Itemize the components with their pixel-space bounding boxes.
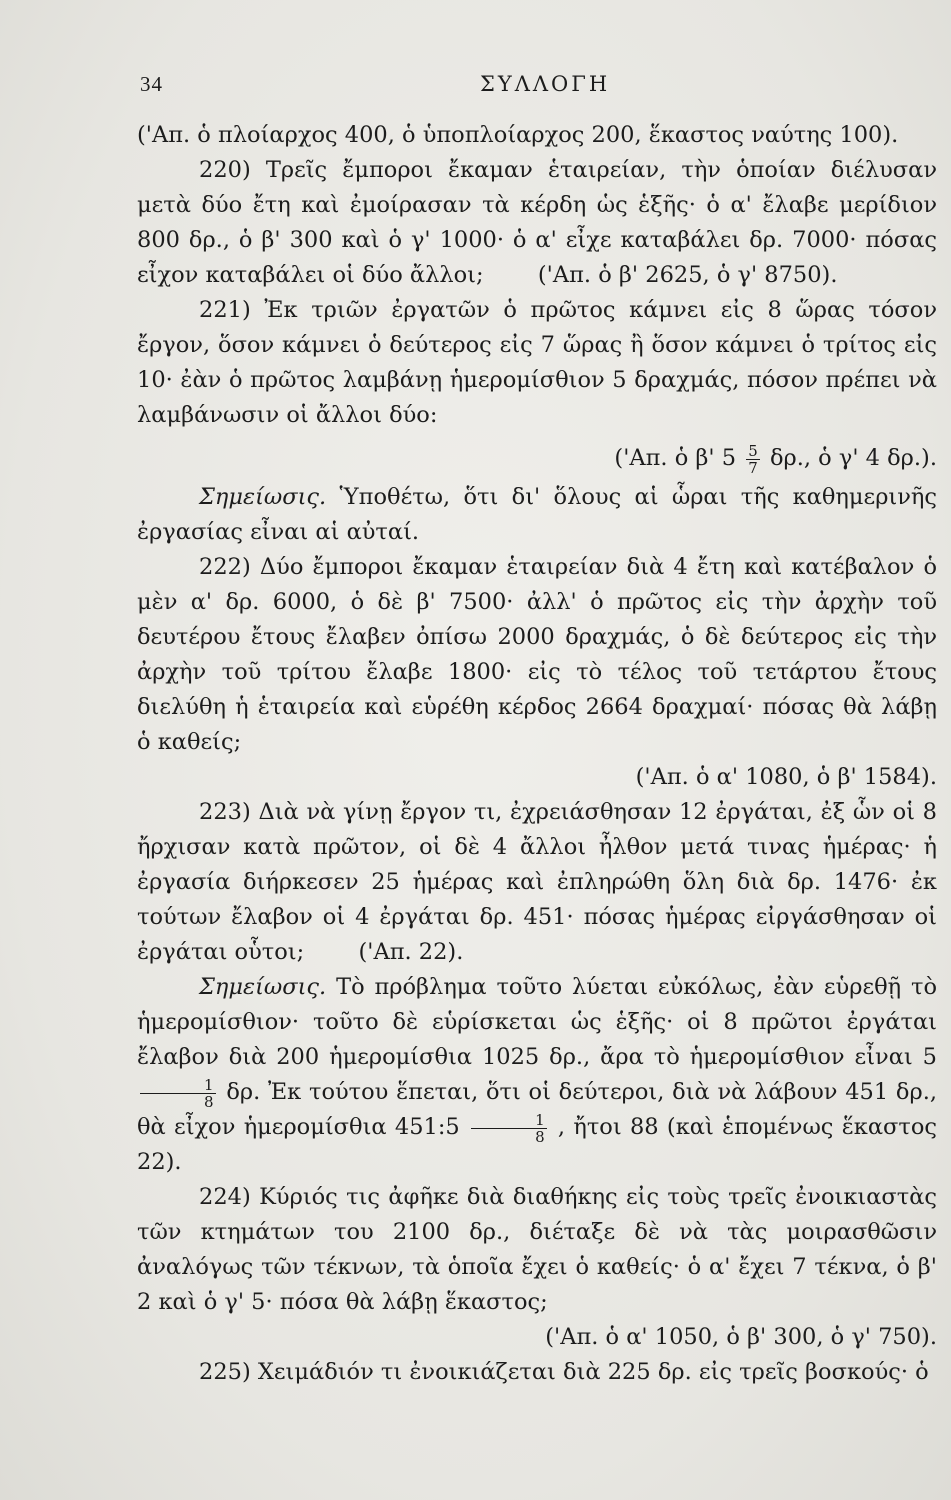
problem-224: 224) Κύριός τις ἀφῆκε διὰ διαθήκης εἰς τοὺς τρεῖς ἐνοικιαστὰς τῶν κτημάτων του 2100 δρ., διέταξε δὲ νὰ τὰς μοιρασθῶσιν ἀναλόγως τῶν τέκνων, τὰ ὁποῖα ἔχει ὁ καθείς· ὁ α' ἔχει 7 τέκνα, ὁ β' 2 καὶ ὁ γ' 5· πόσα θὰ λάβῃ ἕκαστος; [137, 1184, 937, 1315]
problem-220 [137, 153, 937, 293]
problem-225: 225) Χειμάδιόν τι ἐνοικιάζεται διὰ 225 δρ. εἰς τρεῖς βοσκούς· ὁ [199, 1359, 929, 1385]
fraction: $\frac{5}{7}$ [748, 441, 758, 477]
note-1 [137, 480, 937, 550]
problem-224-answer: ('Απ. ὁ α' 1050, ὁ β' 300, ὁ γ' 750). [545, 1324, 937, 1350]
page-body [137, 118, 937, 1390]
page-header [140, 72, 891, 102]
problem-221-text: 221) Ἐκ τριῶν ἐργατῶν ὁ πρῶτος κάμνει εἰς 8 ὥρας τόσον ἔργον, ὅσον κάμνει ὁ δεύτερος εἰς 7 ὥρας ἢ ὅσον κάμνει ὁ τρίτος εἰς 10· ἐὰν ὁ πρῶτος λαμβάνῃ ἡμερομίσθιον 5 δραχμάς, πόσον πρέπει νὰ λαμβάνωσιν οἱ ἄλλοι δύο: [137, 297, 937, 428]
problem-222: 222) Δύο ἔμποροι ἔκαμαν ἑταιρείαν διὰ 4 ἔτη καὶ κατέβαλον ὁ μὲν α' δρ. 6000, ὁ δὲ β' 7500· ἀλλ' ὁ πρῶτος εἰς τὴν ἀρχὴν τοῦ δευτέρου ἔτους ἔλαβεν ὀπίσω 2000 δραχμάς, ὁ δὲ δεύτερος εἰς τὴν ἀρχὴν τοῦ τρίτου ἔλαβε 1800· εἰς τὸ τέλος τοῦ τετάρτου ἔτους διελύθη ἡ ἑταιρεία καὶ εὑρέθη κέρδος 2664 δραχμαί· πόσας θὰ λάβῃ ὁ καθείς; [137, 554, 937, 755]
problem-223-text: 223) Διὰ νὰ γίνῃ ἔργον τι, ἐχρειάσθησαν 12 ἐργάται, ἐξ ὧν οἱ 8 ἤρχισαν κατὰ πρῶτον, οἱ δὲ 4 ἄλλοι ἦλθον μετά τινας ἡμέρας· ἡ ἐργασία διήρκεσεν 25 ἡμέρας καὶ ἐπληρώθη ὅλη διὰ δρ. 1476· ἐκ τούτων ἔλαβον οἱ 4 ἐργάται δρ. 451· πόσας ἡμέρας εἰργάσθησαν οἱ ἐργάται οὗτοι; [137, 799, 937, 965]
running-title: ΣΥΛΛΟΓΗ [480, 72, 611, 96]
problem-222-answer: ('Απ. ὁ α' 1080, ὁ β' 1584). [635, 764, 937, 790]
answer-line: ('Απ. ὁ πλοίαρχος 400, ὁ ὑποπλοίαρχος 200, ἕκαστος ναύτης 100). [137, 122, 899, 148]
problem-223 [137, 795, 937, 970]
page-number: 34 [140, 72, 163, 96]
note-2: Σημείωσις. Τὸ πρόβλημα τοῦτο λύεται εὐκόλως, ἐὰν εὑρεθῇ τὸ ἡμερομίσθιον· τοῦτο δὲ εὑρίσκεται ὡς ἑξῆς· οἱ 8 πρῶτοι ἐργάται ἔλαβον διὰ 200 ἡμερομίσθια 1025 δρ., ἄρα τὸ ἡμερομίσθιον εἶναι 5 $\frac{1}{8}$ δρ. Ἐκ τούτου ἕπεται, ὅτι οἱ δεύτεροι, διὰ νὰ λάβουν 451 δρ., θὰ εἶχον ἡμερομίσθια 451:5 $\frac{1}{8}$ , ἤτοι 88 (καὶ ἑπομένως ἕκαστος 22). [137, 974, 937, 1175]
problem-220-text: 220) Τρεῖς ἔμποροι ἔκαμαν ἑταιρείαν, τὴν ὁποίαν διέλυσαν μετὰ δύο ἔτη καὶ ἐμοίρασαν τὰ κέρδη ὡς ἑξῆς· ὁ α' ἔλαβε μερίδιον 800 δρ., ὁ β' 300 καὶ ὁ γ' 1000· ὁ α' εἶχε καταβάλει δρ. 7000· πόσας εἶχον καταβάλει οἱ δύο ἄλλοι; [137, 157, 937, 288]
fraction: $\frac{1}{8}$ [471, 1112, 547, 1145]
problem-221 [137, 293, 937, 433]
problem-221-answer: ('Απ. ὁ β' 5 $\frac{5}{7}$ δρ., ὁ γ' 4 δρ.). [614, 441, 937, 477]
problem-221-answer-row [137, 441, 937, 476]
note-label: Σημείωσις. [199, 974, 327, 1000]
note-label: Σημείωσις. [199, 484, 327, 510]
problem-223-answer: ('Απ. 22). [358, 939, 464, 965]
problem-220-answer: ('Απ. ὁ β' 2625, ὁ γ' 8750). [537, 262, 838, 288]
fraction: $\frac{1}{8}$ [140, 1077, 216, 1110]
note-1-text: Ὑποθέτω, ὅτι δι' ὅλους αἱ ὧραι τῆς καθημερινῆς ἐργασίας εἶναι αἱ αὐταί. [137, 484, 937, 545]
